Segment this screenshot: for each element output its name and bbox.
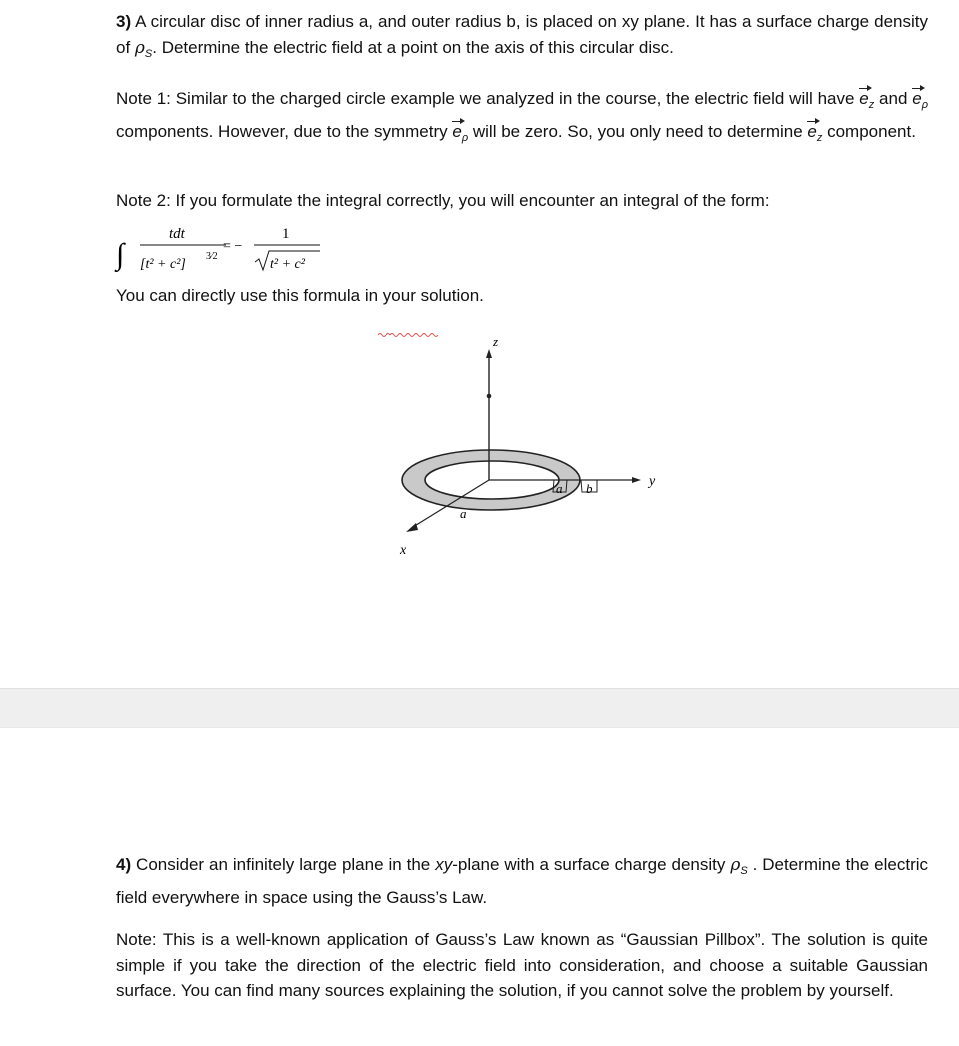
z-axis-label: z	[493, 334, 499, 349]
subscript-rho: ρ	[921, 99, 929, 111]
note-1-text-a: Note 1: Similar to the charged circle example we analyzed in the course, the electric field will have	[116, 89, 860, 108]
rho-symbol: ρ	[134, 37, 145, 58]
note-1-text-b: components. However, due to the symmetry	[116, 121, 453, 141]
subscript-rho: ρ	[461, 131, 469, 144]
formula-denominator-right: t² + c²	[270, 257, 305, 272]
question-3-number: 3)	[116, 12, 132, 31]
integral-sign: ∫	[116, 238, 125, 271]
rho-subscript: S	[144, 47, 153, 60]
question-4-note: Note: This is a well-known application of Gauss’s Law known as “Gaussian Pillbox”. The solution is quite simple if you take the direction of the electric field into consideration, and choose a suitable Gaussian surface. You can find many sources explaining the solution, if you cannot solve the problem by yourself.	[116, 930, 928, 1000]
rho-subscript: S	[740, 865, 748, 877]
field-point-marker	[487, 394, 492, 399]
note-2: Note 2: If you formulate the integral correctly, you will encounter an integral of the form:	[116, 191, 770, 210]
subscript-z: z	[868, 99, 875, 111]
unit-vector-e: e	[912, 86, 921, 112]
note-1-text-c: will be zero. So, you only need to determine	[468, 121, 808, 141]
unit-vector-e: e	[452, 119, 461, 145]
formula-equals: = −	[223, 239, 243, 254]
x-axis-label: x	[400, 543, 407, 558]
rho-symbol: ρ	[730, 855, 741, 875]
radius-a-label: a	[556, 481, 563, 496]
y-axis-label: y	[649, 474, 656, 489]
formula-exponent: 3⁄2	[206, 251, 218, 262]
formula-numerator-right: 1	[282, 226, 290, 242]
question-4-number: 4)	[116, 855, 132, 874]
unit-vector-e: e	[859, 86, 868, 112]
y-axis-arrowhead	[632, 477, 641, 483]
unit-vector-e: e	[807, 119, 816, 145]
radius-b-label: b	[586, 481, 593, 496]
page-separator	[0, 688, 959, 728]
note-1	[116, 86, 928, 151]
formula-numerator-left: tdt	[169, 226, 185, 242]
z-axis-arrowhead	[486, 349, 492, 358]
note-1-and: and	[874, 89, 913, 108]
formula-usage-note: You can directly use this formula in your solution.	[116, 286, 484, 305]
question-4-xy: xy	[435, 855, 453, 874]
question-3-statement	[116, 9, 928, 67]
question-4-text-a: Consider an infinitely large plane in the	[131, 855, 436, 874]
question-3-text: A circular disc of inner radius a, and outer radius b, is placed on xy plane. It has a surface charge density of	[116, 12, 928, 57]
formula-denominator-left: [t² + c²]	[140, 257, 186, 272]
note-1-text-d: component.	[822, 121, 916, 141]
spellcheck-squiggle	[378, 334, 438, 337]
subscript-z: z	[816, 131, 823, 144]
question-4-text-b: -plane with a surface charge density	[452, 855, 731, 874]
inner-radius-label: a	[460, 506, 467, 521]
annular-disc-figure	[370, 325, 670, 565]
question-3-text-end: . Determine the electric field at a point on the axis of this circular disc.	[152, 37, 674, 57]
x-axis-arrowhead	[406, 523, 418, 532]
integral-formula	[112, 218, 342, 280]
question-4-text-c: . Determine the electric field everywhere in space using the Gauss’s Law.	[116, 855, 929, 907]
question-4-statement	[116, 852, 928, 910]
